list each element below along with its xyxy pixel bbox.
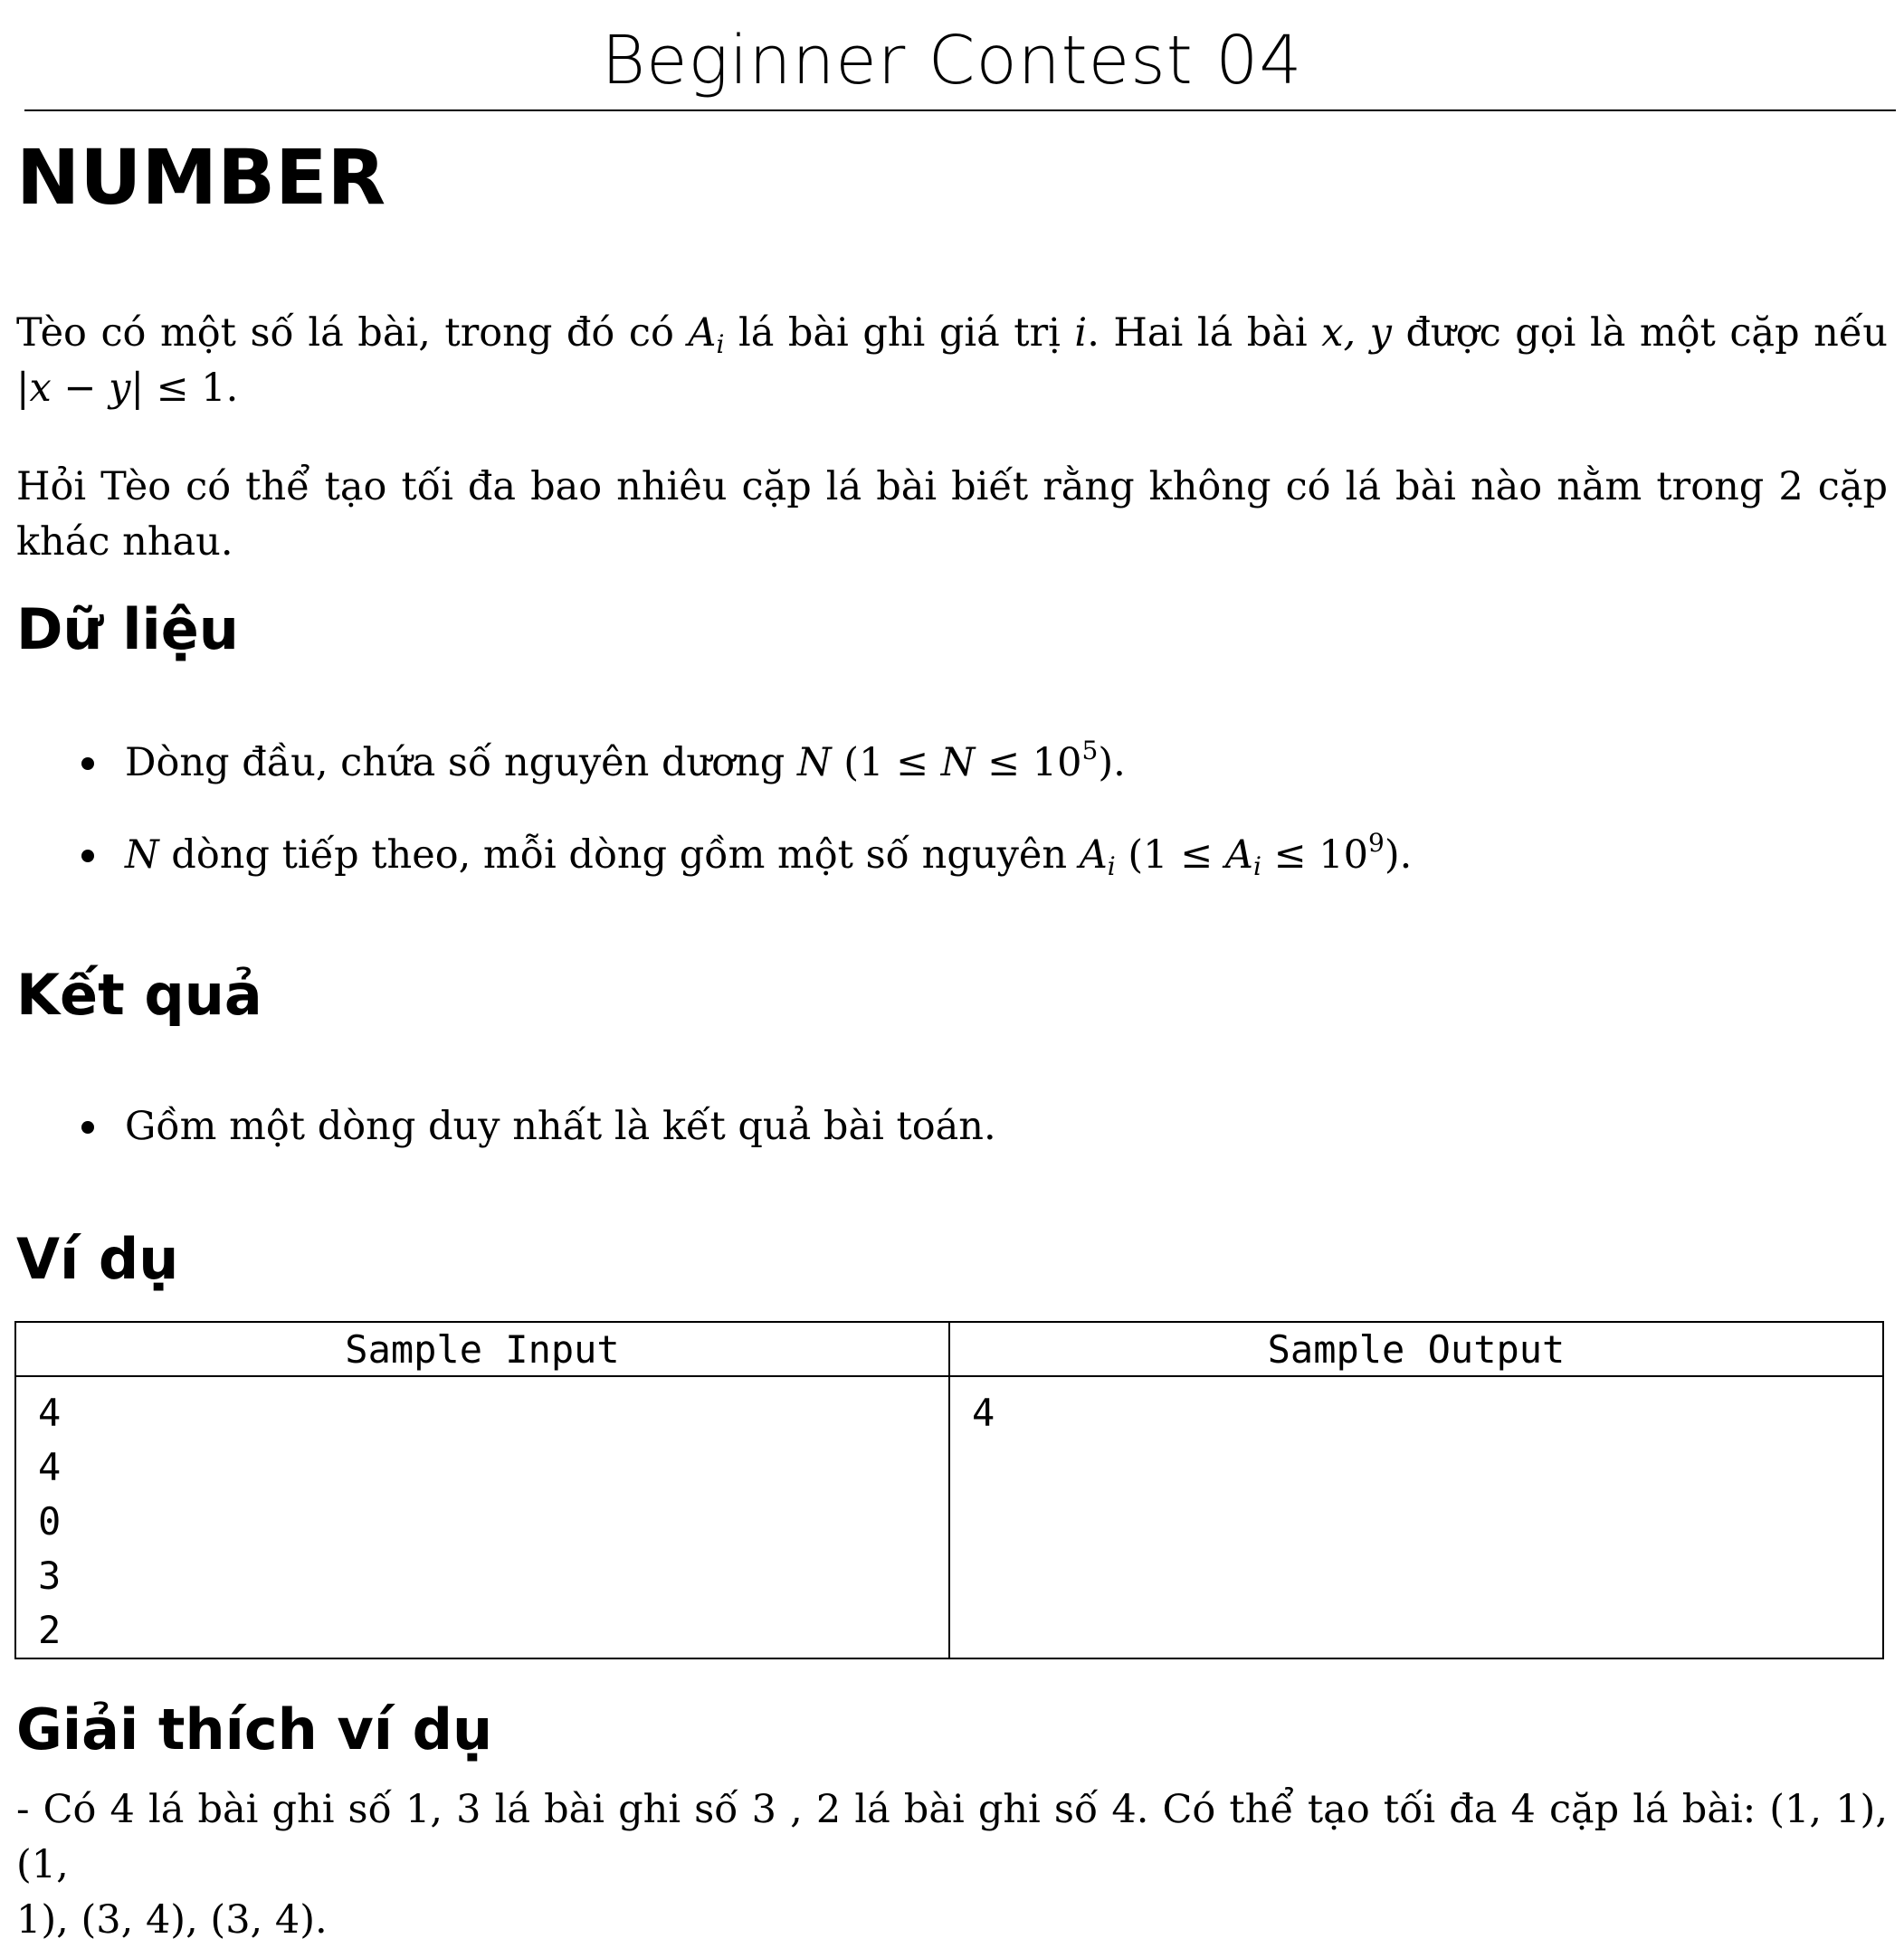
input-list (81, 736, 1882, 883)
explanation-line: - Có 4 lá bài ghi số 1, 3 lá bài ghi số 3 , 2 lá bài ghi số 4. Có thể tạo tối đa 4 cặp lá bài: (1, 1), (1, (16, 1787, 1888, 1887)
sample-input-line: 0 (38, 1499, 62, 1544)
explanation-heading: Giải thích ví dụ (16, 1696, 493, 1763)
explanation-paragraph (16, 1782, 1888, 1948)
bullet-icon (81, 1121, 94, 1134)
statement-paragraph-1 (16, 306, 1888, 416)
statement-line: khác nhau. (16, 519, 233, 565)
statement-line: Tèo có một số lá bài, trong đó có $A_i$ lá bài ghi giá trị i. Hai lá bài x, y được gọi là một cặp nếu (16, 310, 1888, 359)
sample-output-cell (949, 1376, 1883, 1658)
list-item (81, 1099, 1882, 1155)
explanation-line: 1), (3, 4), (3, 4). (16, 1897, 328, 1943)
input-heading: Dữ liệu (16, 596, 239, 662)
example-heading: Ví dụ (16, 1226, 179, 1292)
bullet-icon (81, 757, 94, 770)
problem-title: NUMBER (16, 133, 386, 222)
bullet-icon (81, 850, 94, 862)
sample-input-line: 4 (38, 1391, 62, 1435)
header-divider (24, 109, 1896, 111)
sample-table (14, 1321, 1884, 1659)
list-item: N dòng tiếp theo, mỗi dòng gồm một số nguyên $A_i$ $(1 \le A_i \le 10^9)$. (81, 828, 1882, 883)
sample-output-line: 4 (972, 1391, 995, 1435)
sample-input-cell (15, 1376, 949, 1658)
output-list (81, 1099, 1882, 1155)
table-row (15, 1376, 1883, 1658)
sample-input-line: 2 (38, 1608, 62, 1652)
sample-input-header: Sample Input (15, 1322, 949, 1376)
sample-input-line: 3 (38, 1554, 62, 1598)
statement-line: |x − y| ≤ 1. (16, 366, 239, 411)
sample-input-line: 4 (38, 1445, 62, 1489)
output-item-text: Gồm một dòng duy nhất là kết quả bài toán. (125, 1104, 996, 1149)
table-header-row (15, 1322, 1883, 1376)
sample-output-header: Sample Output (949, 1322, 1883, 1376)
list-item: Dòng đầu, chứa số nguyên dương N $(1 \le N \le 10^5)$. (81, 736, 1882, 791)
statement-line: Hỏi Tèo có thể tạo tối đa bao nhiêu cặp lá bài biết rằng không có lá bài nào nằm trong 2 cặp (16, 464, 1888, 509)
output-heading: Kết quả (16, 962, 262, 1028)
statement-paragraph-2 (16, 460, 1888, 570)
contest-title: Beginner Contest 04 (601, 22, 1303, 100)
